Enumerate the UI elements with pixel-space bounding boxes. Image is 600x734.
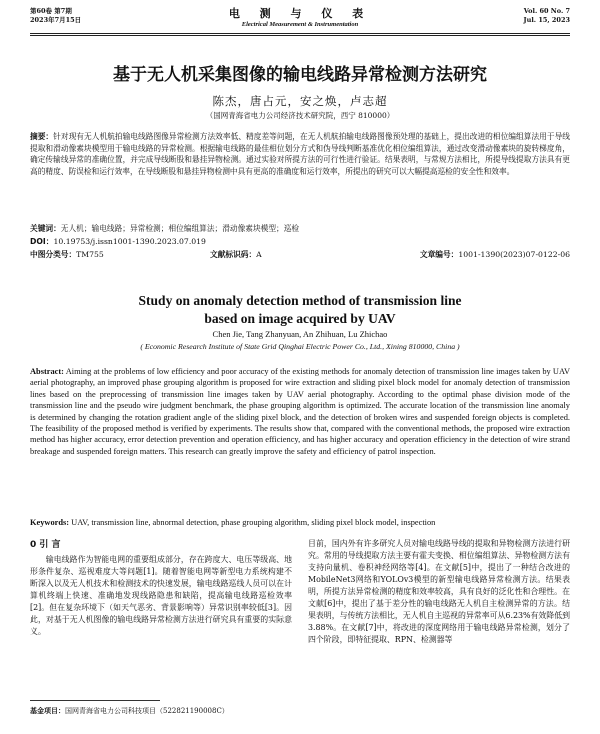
clc-field (30, 249, 104, 260)
title-en-line-1: Study on anomaly detection method of transmission line (138, 293, 462, 308)
keywords-en-text: UAV, transmission line, abnormal detection, phase grouping algorithm, sliding pixel block model, inspection (69, 518, 436, 527)
volume-cn: 第60卷 第7期 (30, 7, 72, 15)
doi-label: DOI： (30, 237, 54, 246)
affiliation-en: ( Economic Research Institute of State Grid Qinghai Electric Power Co., Ltd., Xining 810000, China ) (140, 342, 460, 351)
authors-en: Chen Jie, Tang Zhanyuan, An Zhihuan, Lu Zhichao (212, 329, 388, 339)
header-center (30, 7, 570, 29)
article-number-label: 文章编号： (419, 250, 459, 259)
abstract-en (30, 366, 570, 457)
volume-en: Vol. 60 No. 7 (523, 7, 570, 15)
abstract-cn-text: 针对现有无人机航拍输电线路图像异常检测方法效率低、精度差等问题，在无人机航拍输电线路图像预处理的基础上，提出改进的相位编组算法用于导线提取和滑动像素块模型用于输电线路的异常检测。根据输电线路的最佳相位划分方式和伪导线判断基准优化相位编组算法，通过改变滑动像素块的旋转梯度角，确定传输线异常的准确位置，并完成导线断股和悬挂异物检测。通过实验对所提方法的可行性进行验证。结果表明，与常规方法相比，所提导线提取方法具有更高的精度、防误检和运行效率，在导线断股和悬挂异物检测中具有更高的准确度和运行效率，所提出的研究可以大幅提高巡检的安全性和效率。 (30, 132, 570, 176)
footnote-rule (30, 700, 160, 701)
body-column-right (308, 538, 570, 646)
affiliation-cn: （国网青海省电力公司经济技术研究院，西宁 810000） (205, 111, 395, 120)
header-rule-top (30, 33, 570, 34)
doi-line (30, 236, 570, 248)
body-column-left (30, 538, 292, 638)
fund-label: 基金项目： (30, 707, 65, 715)
keywords-cn (30, 223, 570, 235)
header-rule-bottom (30, 35, 570, 36)
clc-value: TM755 (76, 250, 104, 259)
keywords-cn-text: 无人机；输电线路；异常检测；相位编组算法；滑动像素块模型；巡检 (60, 224, 300, 233)
doc-code-label: 文献标识码： (210, 250, 257, 259)
date-cn: 2023年7月15日 (30, 16, 82, 24)
abstract-en-label: Abstract: (30, 367, 64, 376)
abstract-en-text: Aiming at the problems of low efficiency and poor accuracy of the existing methods for anomaly detection of transmission line images taken by UAV aerial photography, an improved phase grouping algorithm is proposed for wire extraction and sliding pixel block model for anomaly detection of transmission lines based on the preprocessing of transmission line images taken by UAV aerial photography. According to the optimal phase division mode of the transmission line and the pseudo wire judgment benchmark, the phase grouping algorithm is optimized. The accurate location of the transmission line anomaly is determined by changing the rotation gradient angle of the sliding pixel block, and the detection of broken wires and suspended foreign objects is completed. The feasibility of the proposed method is verified by experiments. The results show that, compared with the conventional methods, the proposed wire extraction method has higher accuracy, error detection prevention and operation efficiency, and has higher accuracy and operation efficiency in the detection of wire strand breakage and suspended foreign matters. This research can greatly improve the safety and efficiency of patrol inspection. (30, 367, 570, 456)
authors-cn: 陈杰，唐占元，安之焕，卢志超 (212, 94, 388, 108)
journal-name-en: Electrical Measurement & Instrumentation (241, 21, 359, 28)
intro-paragraph-right: 目前，国内外有许多研究人员对输电线路导线的提取和异物检测方法进行研究。常用的导线提取方法主要有霍夫变换、相位编组算法、异物检测方法有支持向量机、卷积神经网络等[4]。在文献[5]中，提出了一种结合改进的MobileNet3网络和YOLOv3模型的新型输电线路异常检测方法。结果表明，所提方法异常检测的精度和效率较高，具有良好的泛化性和合理性。在文献[6]中，提出了基于差分性的输电线路无人机自主检测异常的方法。结果表明，与传统方法相比，无人机自主巡视的异常率可从6.23%有效降低到3.88%。在文献[7]中，将改进的深度网络用于输电线路异常检测，划分了四个阶段，即特征提取、RPN、检测器等 (308, 539, 570, 644)
abstract-cn (30, 131, 570, 177)
section-heading-intro: 0 引 言 (30, 540, 61, 550)
intro-paragraph-left: 输电线路作为智能电网的重要组成部分，存在跨度大、电压等级高、地形条件复杂、巡视难度大等问题[1]。随着智能电网等新型电力系统构建不断深入以及无人机技术和检测技术的快速发展，输电线路巡线人员可以在计算机终端上快速、准确地发现线路隐患和缺陷，提高输电线路巡检效率[2]。但在复杂环境下（如天气恶劣、背景影响等）异常识别率较低[3]。因此，对基于无人机图像的输电线路异常检测方法进行研究具有重要的实际意义。 (30, 555, 292, 636)
keywords-cn-label: 关键词： (30, 224, 61, 233)
paper-title-cn: 基于无人机采集图像的输电线路异常检测方法研究 (113, 65, 487, 85)
fund-text: 国网青海省电力公司科技项目（522821190008C） (65, 707, 229, 715)
doc-code-value: A (256, 250, 262, 259)
header-right (524, 7, 570, 25)
doi-value[interactable]: 10.19753/j.issn1001-1390.2023.07.019 (53, 237, 206, 246)
doc-code-field (210, 249, 262, 260)
fund-footnote (30, 706, 229, 716)
date-en: Jul. 15, 2023 (523, 16, 570, 24)
journal-name-cn: 电 测 与 仪 表 (228, 7, 372, 20)
abstract-cn-label: 摘要： (30, 132, 54, 141)
title-en-line-2: based on image acquired by UAV (204, 311, 396, 326)
paper-title-en (0, 292, 600, 328)
article-number-value: 1001-1390(2023)07-0122-06 (458, 250, 570, 259)
article-number-field (420, 249, 570, 260)
clc-label: 中图分类号： (30, 250, 77, 259)
keywords-en (30, 517, 570, 528)
keywords-en-label: Keywords: (30, 518, 70, 527)
